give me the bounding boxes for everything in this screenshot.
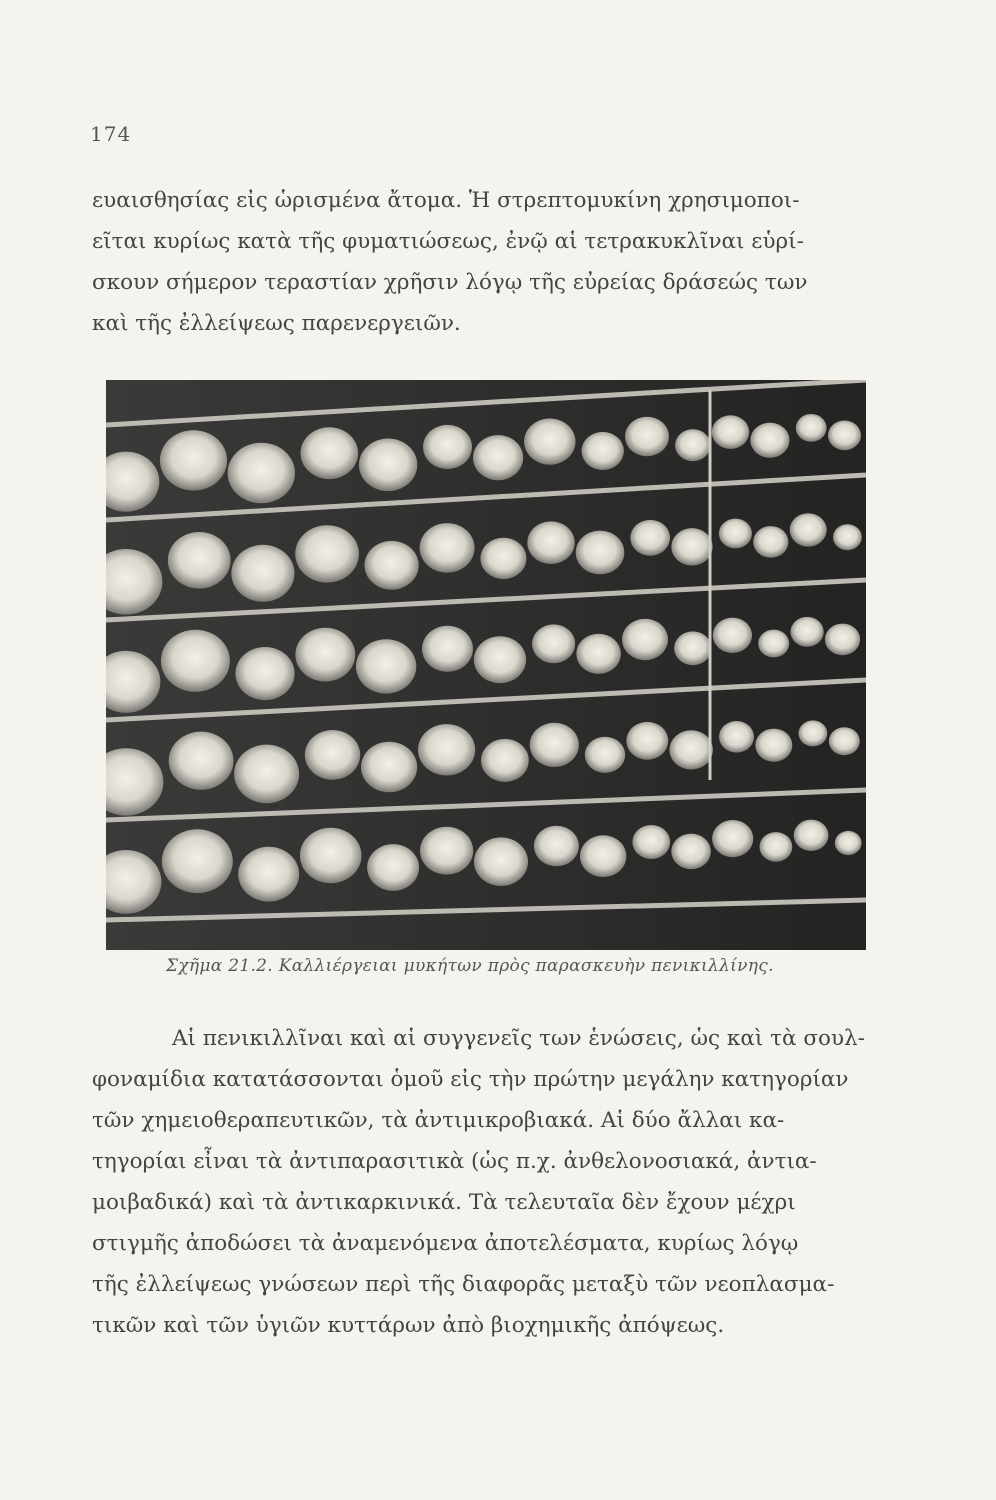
culture-flask bbox=[530, 723, 579, 767]
paragraph-1 bbox=[92, 180, 892, 344]
culture-flask bbox=[622, 619, 668, 660]
paragraph-line: μοιβαδικά) καὶ τὰ ἀντικαρκινικά. Τὰ τελευταῖα δὲν ἔχουν μέχρι bbox=[92, 1190, 796, 1215]
culture-flask bbox=[835, 831, 862, 855]
culture-flask bbox=[524, 419, 575, 465]
paragraph-line: καὶ τῆς ἐλλείψεως παρενεργειῶν. bbox=[92, 311, 461, 336]
culture-flask bbox=[420, 827, 473, 875]
culture-flask bbox=[828, 421, 861, 451]
culture-flask bbox=[300, 828, 362, 883]
culture-flask bbox=[712, 415, 749, 449]
figure-caption: Σχῆμα 21.2. Καλλιέργειαι μυκήτων πρὸς παρασκευὴν πενικιλλίνης. bbox=[166, 956, 774, 976]
culture-flask bbox=[532, 624, 575, 663]
culture-flask bbox=[674, 631, 711, 665]
culture-flask bbox=[422, 626, 473, 672]
culture-flask bbox=[582, 432, 624, 470]
culture-flask bbox=[228, 443, 295, 504]
culture-flask bbox=[630, 520, 670, 556]
culture-flask bbox=[301, 427, 359, 479]
culture-flask bbox=[234, 745, 299, 804]
culture-flask bbox=[238, 847, 299, 902]
paragraph-line: στιγμῆς ἀποδώσει τὰ ἀναμενόμενα ἀποτελέσματα, κυρίως λόγῳ bbox=[92, 1231, 799, 1256]
culture-flask bbox=[367, 844, 419, 891]
culture-flask bbox=[481, 739, 529, 782]
culture-flask bbox=[474, 837, 528, 886]
paragraph-line: φοναμίδια κατατάσσονται ὁμοῦ εἰς τὴν πρώτην μεγάλην κατηγορίαν bbox=[92, 1067, 849, 1092]
culture-flask bbox=[794, 820, 829, 851]
culture-flask bbox=[534, 826, 579, 867]
culture-flask bbox=[169, 732, 234, 790]
culture-flask bbox=[675, 429, 710, 461]
culture-flask bbox=[750, 423, 789, 458]
culture-flask bbox=[791, 617, 824, 647]
paragraph-line: τῶν χημειοθεραπευτικῶν, τὰ ἀντιμικροβιακά. Αἱ δύο ἄλλαι κα- bbox=[92, 1108, 785, 1133]
culture-flask bbox=[713, 618, 752, 653]
culture-flask bbox=[669, 730, 713, 769]
culture-flask bbox=[295, 525, 359, 582]
paragraph-line: Αἱ πενικιλλῖναι καὶ αἱ συγγενεῖς των ἑνώσεις, ὡς καὶ τὰ σουλ- bbox=[172, 1026, 865, 1051]
paragraph-line: τῆς ἐλλείψεως γνώσεων περὶ τῆς διαφορᾶς μεταξὺ τῶν νεοπλασμα- bbox=[92, 1272, 835, 1297]
culture-flask bbox=[231, 545, 294, 602]
paragraph-line: τικῶν καὶ τῶν ὑγιῶν κυττάρων ἀπὸ βιοχημικῆς ἀπόψεως. bbox=[92, 1313, 725, 1338]
culture-flask bbox=[626, 722, 668, 760]
culture-flask bbox=[796, 414, 827, 442]
figure-photo bbox=[106, 380, 866, 950]
culture-flask bbox=[760, 832, 793, 862]
culture-flask bbox=[632, 825, 670, 859]
culture-flask bbox=[585, 737, 625, 773]
culture-flask bbox=[168, 532, 231, 589]
culture-flask bbox=[833, 524, 862, 550]
culture-flask bbox=[160, 430, 227, 490]
culture-flask bbox=[420, 523, 475, 573]
culture-flask bbox=[356, 639, 416, 693]
culture-flask bbox=[576, 531, 625, 575]
culture-flask bbox=[671, 528, 712, 565]
culture-flask bbox=[753, 526, 788, 558]
culture-flask bbox=[829, 727, 860, 755]
culture-flask bbox=[365, 541, 419, 590]
culture-flask bbox=[719, 721, 754, 753]
culture-flask bbox=[671, 834, 711, 870]
culture-flask bbox=[576, 634, 621, 674]
culture-flask bbox=[161, 630, 230, 692]
paragraph-line: τηγορίαι εἶναι τὰ ἀντιπαρασιτικὰ (ὡς π.χ. ἀνθελονοσιακά, ἀντια- bbox=[92, 1149, 817, 1174]
paragraph-line: εῖται κυρίως κατὰ τῆς φυματιώσεως, ἐνῷ αἱ τετρακυκλῖναι εὑρί- bbox=[92, 229, 804, 254]
culture-flask bbox=[799, 720, 828, 746]
culture-flask bbox=[162, 829, 233, 893]
culture-flask bbox=[719, 519, 752, 549]
culture-flask bbox=[359, 439, 417, 492]
culture-flask bbox=[790, 513, 827, 546]
culture-flask bbox=[235, 647, 294, 700]
culture-flask bbox=[480, 538, 526, 579]
culture-flask bbox=[305, 730, 360, 780]
paragraph-2 bbox=[92, 1018, 892, 1346]
culture-flask bbox=[825, 624, 860, 656]
culture-flask bbox=[473, 435, 523, 480]
culture-flask bbox=[474, 636, 526, 683]
paragraph-line: ευαισθησίας εἰς ὡρισμένα ἄτομα. Ἡ στρεπτομυκίνη χρησιμοποι- bbox=[92, 188, 800, 213]
culture-flask bbox=[361, 742, 417, 793]
culture-flask bbox=[712, 820, 753, 857]
culture-flask bbox=[423, 425, 472, 469]
culture-flask bbox=[295, 628, 355, 682]
photo-fungal-cultures-icon bbox=[106, 380, 866, 950]
culture-flask bbox=[527, 521, 574, 564]
culture-flask bbox=[418, 724, 475, 775]
page-number: 174 bbox=[90, 122, 132, 146]
culture-flask bbox=[580, 835, 626, 877]
paragraph-line: σκουν σήμερον τεραστίαν χρῆσιν λόγῳ τῆς εὐρείας δράσεώς των bbox=[92, 270, 808, 295]
culture-flask bbox=[755, 729, 792, 762]
culture-flask bbox=[625, 417, 669, 457]
culture-flask bbox=[758, 630, 789, 658]
